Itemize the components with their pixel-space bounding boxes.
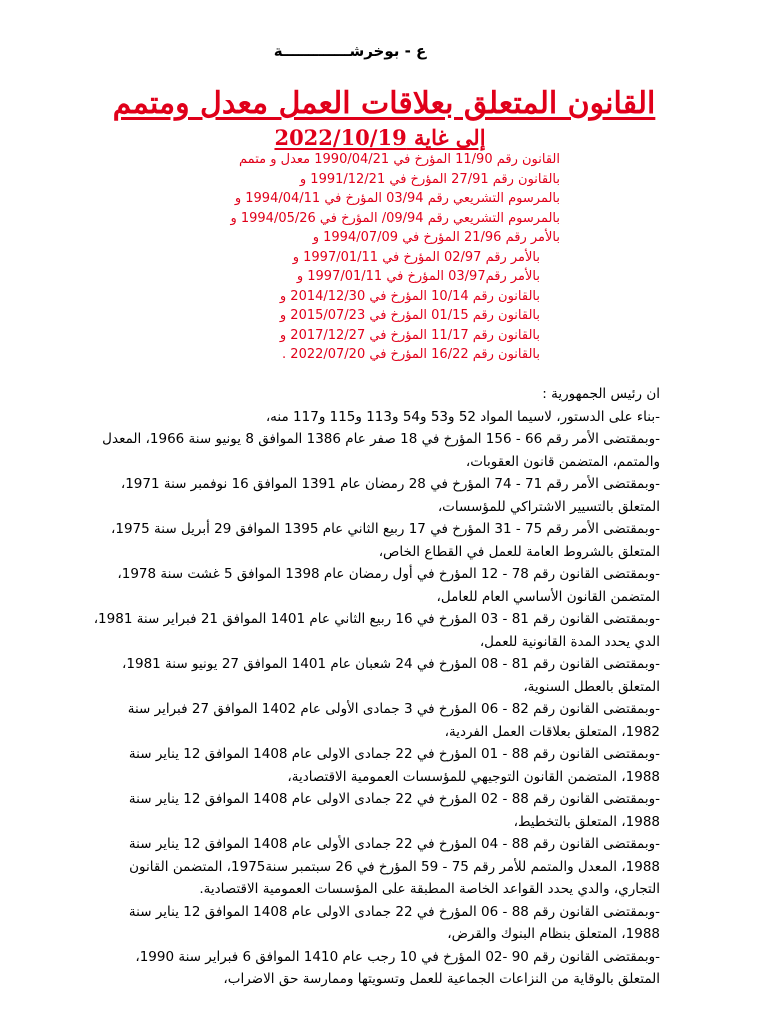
legal-reference-item: -وبمقتضى القانون رقم 82 - 06 المؤرخ في 3 جمادى الأولى عام 1402 الموافق 27 فبراير سنة 1982، المتعلق بعلاقات العمل الفردية، [127,701,660,740]
document-title: القانون المتعلق بعلاقات العمل معدل ومتمم [112,86,656,121]
legal-reference-item: -وبمقتضى القانون رقم 88 - 06 المؤرخ في 22 جمادى الاولى عام 1408 الموافق 12 يناير سنة 1988، المتعلق بنظام البنوك والقرض، [128,903,660,942]
author-name: ع - بوخرشـــــــــــــة [273,42,427,60]
body-intro: ان رئيس الجمهورية : [542,386,660,402]
amendment-item: بالقانون رقم 16/22 المؤرخ في 2022/07/20 . [282,347,540,362]
document-subtitle: إلى غاية 2022/10/19 [274,125,486,150]
legal-reference-item: -وبمقتضى القانون رقم 81 - 03 المؤرخ في 16 ربيع الثاني عام 1401 الموافق 21 فبراير سنة 1981، الدي يحدد المدة القانونية للعمل، [93,611,660,650]
amendments-list [180,150,560,365]
amendment-item: القانون رقم 11/90 المؤرخ في 1990/04/21 معدل و متمم [239,152,560,167]
legal-reference-item: -وبمقتضى القانون رقم 88 - 04 المؤرخ في 22 جمادى الأولى عام 1408 الموافق 12 يناير سنة 1988، المعدل والمتمم للأمر رقم 75 - 59 المؤرخ في 26 سبتمبر سنة1975، المتضمن القانون التجاري، والدي يحدد القواعد الخاصة المطبقة على المؤسسات العمومية الاقتصادية. [128,836,660,897]
amendment-item: بالقانون رقم 11/17 المؤرخ في 2017/12/27 و [279,327,540,343]
document-body [90,383,660,991]
amendment-item: بالقانون رقم 10/14 المؤرخ في 2014/12/30 و [279,288,540,304]
legal-reference-item: -وبمقتضى القانون رقم 78 - 12 المؤرخ في أول رمضان عام 1398 الموافق 5 غشت سنة 1978، المتضمن القانون الأساسي العام للعامل، [117,566,660,605]
amendment-item: بالأمر رقم03/97 المؤرخ في 1997/01/11 و [296,269,540,284]
amendment-item: بالقانون رقم 01/15 المؤرخ في 2015/07/23 و [279,308,540,323]
legal-references-list [90,406,660,991]
legal-reference-item: -بناء على الدستور، لاسيما المواد 52 و53 و54 و113 و115 و117 منه، [265,408,660,425]
legal-reference-item: -وبمقتضى القانون رقم 81 - 08 المؤرخ في 24 شعبان عام 1401 الموافق 27 يونيو سنة 1981، المتعلق بالعطل السنوية، [122,656,660,695]
legal-reference-item: -وبمقتضى القانون رقم 88 - 02 المؤرخ في 22 جمادى الاولى عام 1408 الموافق 12 يناير سنة 1988، المتعلق بالتخطيط، [128,791,660,830]
amendment-item: بالأمر رقم 21/96 المؤرخ في 1994/07/09 و [312,230,560,245]
amendment-item: بالمرسوم التشريعي رقم 03/94 المؤرخ في 1994/04/11 و [234,191,560,206]
legal-reference-item: -وبمقتضى الأمر رقم 75 - 31 المؤرخ في 17 ربيع الثاني عام 1395 الموافق 29 أبريل سنة 1975، المتعلق بالشروط العامة للعمل في القطاع الخاص، [111,521,660,560]
legal-reference-item: -وبمقتضى الأمر رقم 66 - 156 المؤرخ في 18 صفر عام 1386 الموافق 8 يونيو سنة 1966، المعدل والمتمم، المتضمن قانون العقوبات، [102,431,660,470]
amendment-item: بالأمر رقم 02/97 المؤرخ في 1997/01/11 و [292,249,540,265]
amendment-item: بالقانون رقم 27/91 المؤرخ في 1991/12/21 و [299,171,560,187]
legal-reference-item: -وبمقتضى الأمر رقم 71 - 74 المؤرخ في 28 رمضان عام 1391 الموافق 16 نوفمبر سنة 1971، المتعلق بالتسيير الاشتراكي للمؤسسات، [120,476,660,515]
legal-reference-item: -وبمقتضى القانون رقم 88 - 01 المؤرخ في 22 جمادى الاولى عام 1408 الموافق 12 يناير سنة 1988، المتضمن القانون التوجيهي للمؤسسات العمومية الاقتصادية، [128,746,660,785]
legal-reference-item: -وبمقتضى القانون رقم 90 -02 المؤرخ في 10 رجب عام 1410 الموافق 6 فبراير سنة 1990، المتعلق بالوقاية من النزاعات الجماعية للعمل وتسويتها وممارسة حق الاضراب، [135,948,660,987]
amendment-item: بالمرسوم التشريعي رقم 09/94/ المؤرخ في 1994/05/26 و [230,210,560,226]
